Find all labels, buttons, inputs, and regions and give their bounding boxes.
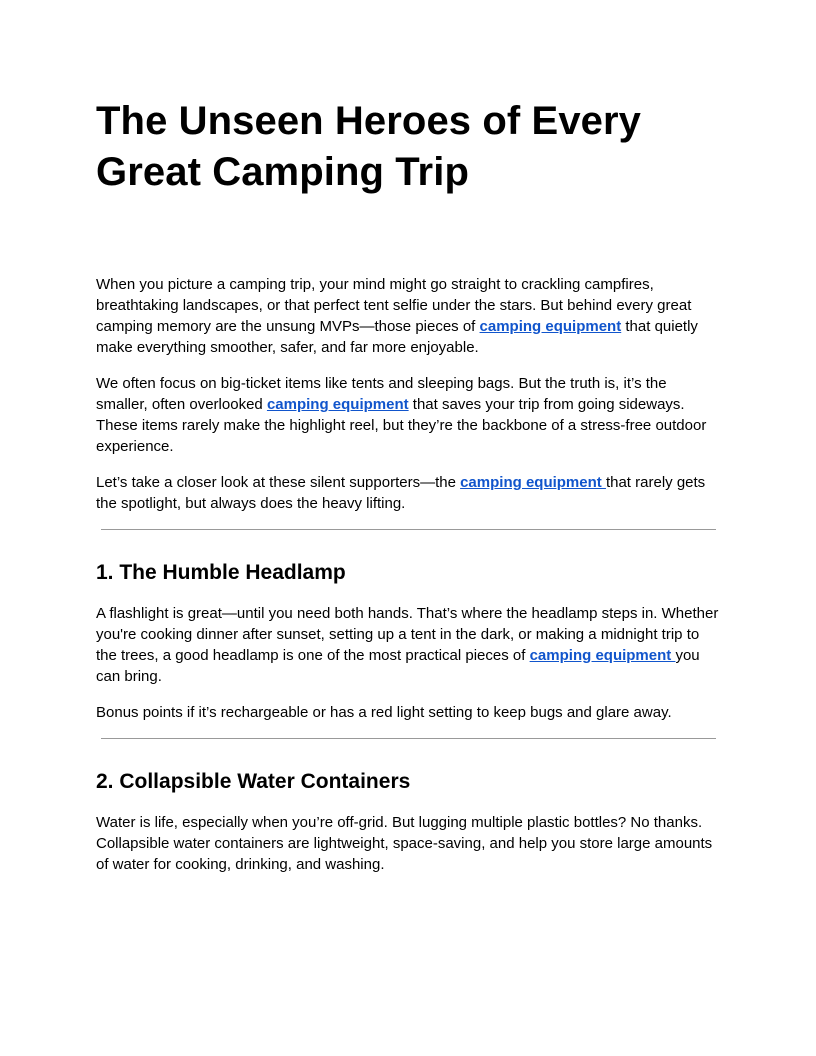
water-containers-paragraph-1: Water is life, especially when you’re off-grid. But lugging multiple plastic bottles? No thanks. Collapsible water containers are lightweight, space-saving, and help you store large amounts of water for cooking, drinking, and washing. — [96, 814, 713, 873]
text-run: that saves your trip from going sideways. These items rarely make the highlight reel, but they’re the backbone of a stress-free outdoor experience. — [96, 396, 707, 455]
intro-paragraph-3 — [96, 472, 720, 514]
horizontal-divider — [101, 738, 716, 739]
camping-equipment-link[interactable]: camping equipment — [479, 318, 622, 335]
horizontal-divider — [101, 529, 716, 530]
text-run: A flashlight is great—until you need both hands. That’s where the headlamp steps in. Whether you're cooking dinner after sunset, setting up a tent in the dark, or making a midnight trip to the trees, a good headlamp is one of the most practical pieces of — [96, 605, 719, 664]
intro-paragraph-2 — [96, 373, 720, 457]
intro-section — [96, 274, 720, 514]
text-run: that rarely gets the spotlight, but always does the heavy lifting. — [96, 474, 706, 512]
text-run: you can bring. — [96, 647, 700, 685]
text-run: Let’s take a closer look at these silent supporters—the — [96, 474, 461, 491]
section-heading-headlamp: 1. The Humble Headlamp — [96, 561, 346, 584]
text-run: that quietly make everything smoother, safer, and far more enjoyable. — [96, 318, 698, 356]
text-run: We often focus on big-ticket items like tents and sleeping bags. But the truth is, it’s the smaller, often overlooked — [96, 375, 667, 413]
document-page — [96, 96, 720, 890]
text-run: When you picture a camping trip, your mind might go straight to crackling campfires, breathtaking landscapes, or that perfect tent selfie under the stars. But behind every great camping memory are the unsung MVPs—those pieces of — [96, 276, 692, 335]
intro-paragraph-1 — [96, 274, 720, 358]
headlamp-paragraph-2: Bonus points if it’s rechargeable or has a red light setting to keep bugs and glare away. — [96, 704, 672, 721]
headlamp-paragraph-1 — [96, 603, 720, 687]
camping-equipment-link[interactable]: camping equipment — [529, 647, 676, 664]
camping-equipment-link[interactable]: camping equipment — [460, 474, 606, 491]
camping-equipment-link[interactable]: camping equipment — [266, 396, 409, 413]
document-title: The Unseen Heroes of Every Great Camping Trip — [96, 99, 642, 194]
section-heading-water-containers: 2. Collapsible Water Containers — [96, 770, 411, 793]
